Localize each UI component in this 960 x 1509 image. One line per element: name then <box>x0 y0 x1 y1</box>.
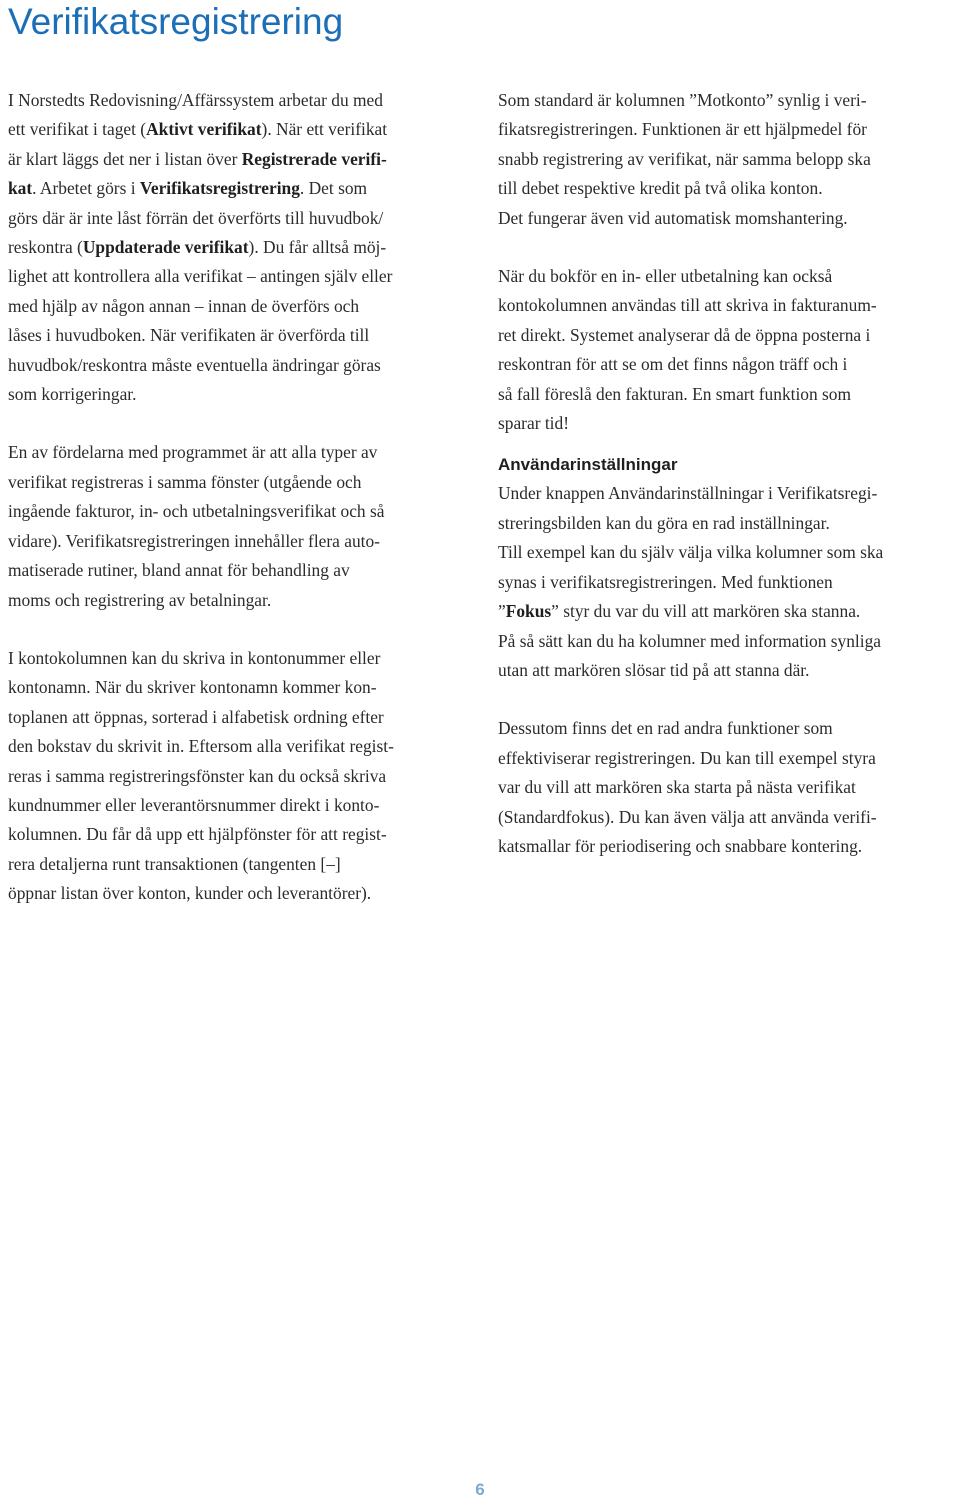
bold-term-verifikatsregistrering: Verifikatsregistrering <box>139 178 300 199</box>
text-run: . Arbetet görs i <box>32 178 140 199</box>
bold-term-fokus: Fokus <box>505 601 552 622</box>
bold-term-registrerade-verifikat: Registrerade verifi- kat <box>8 148 387 199</box>
text-run: ” styr du var du vill att markören ska stanna. På så sätt kan du ha kolumner med information synliga utan att markören slösar tid på att stanna där. <box>498 601 882 680</box>
text-run: . Det som görs där är inte låst förrän det överförts till huvudbok/ reskontra ( <box>8 178 384 258</box>
left-column <box>8 86 468 909</box>
right-paragraph-1: Som standard är kolumnen ”Motkonto” synlig i veri- fikatsregistreringen. Funktionen är ett hjälpmedel för snabb registrering av verifikat, när samma belopp ska till debet respektive kredit på två olika konton. Det fungerar även vid automatisk momshantering. <box>498 90 871 228</box>
text-run: ). När ett verifikat är klart läggs det ner i listan över <box>8 119 388 169</box>
right-paragraph-2: När du bokför en in- eller utbetalning kan också kontokolumnen användas till att skriva in fakturanum- ret direkt. Systemet analyserar då de öppna posterna i reskontran för att se om det finns någon träff och i så fall föreslå den fakturan. En smart funktion som sparar tid! <box>498 266 877 434</box>
text-run: ). Du får alltså möj- lighet att kontrollera alla verifikat – antingen själv eller med hjälp av någon annan – innan de överförs och låses i huvudboken. När verifikaten är överförda till huvudbok/reskontra måste eventuella ändringar göras som korrigeringar. <box>8 237 393 405</box>
text-run: I Norstedts Redovisning/Affärssystem arbetar du med ett verifikat i taget ( <box>8 90 383 140</box>
page-number: 6 <box>475 1480 485 1499</box>
section-heading-anvandarinstallningar: Användarinställningar <box>498 455 678 475</box>
text-run: Under knappen Användarinställningar i Verifikatsregi- streringsbilden kan du göra en rad inställningar. Till exempel kan du själv välja vilka kolumner som ska synas i verifikatsregistreringen. Med funktionen ” <box>498 483 884 622</box>
left-paragraph-2: En av fördelarna med programmet är att alla typer av verifikat registreras i samma fönster (utgående och ingående fakturor, in- och utbetalningsverifikat och så vidare). Verifikatsregistreringen innehåller flera auto- matiserade rutiner, bland annat för behandling av moms och registrering av betalningar. <box>8 442 385 610</box>
bold-term-aktivt-verifikat: Aktivt verifikat <box>146 119 262 140</box>
left-paragraph-3: I kontokolumnen kan du skriva in kontonummer eller kontonamn. När du skriver kontonamn kommer kon- toplanen att öppnas, sorterad i alfabetisk ordning efter den bokstav du skrivit in. Eftersom alla verifikat regist- reras i samma registreringsfönster kan du också skriva kundnummer eller leverantörsnummer direkt i konto- kolumnen. Du får då upp ett hjälpfönster för att regist- rera detaljerna runt transaktionen (tangenten [–] öppnar listan över konton, kunder och leverantörer). <box>8 647 394 904</box>
right-paragraph-4: Dessutom finns det en rad andra funktioner som effektiviserar registreringen. Du kan till exempel styra var du vill att markören ska starta på nästa verifikat (Standardfokus). Du kan även välja att använda verifi- katsmallar för periodisering och snabbare kontering. <box>498 718 877 856</box>
right-column <box>498 86 958 861</box>
left-paragraph-1 <box>8 86 468 409</box>
right-paragraph-3 <box>498 479 958 685</box>
bold-term-uppdaterade-verifikat: Uppdaterade verifikat <box>82 237 249 258</box>
page-title: Verifikatsregistrering <box>8 1 344 42</box>
